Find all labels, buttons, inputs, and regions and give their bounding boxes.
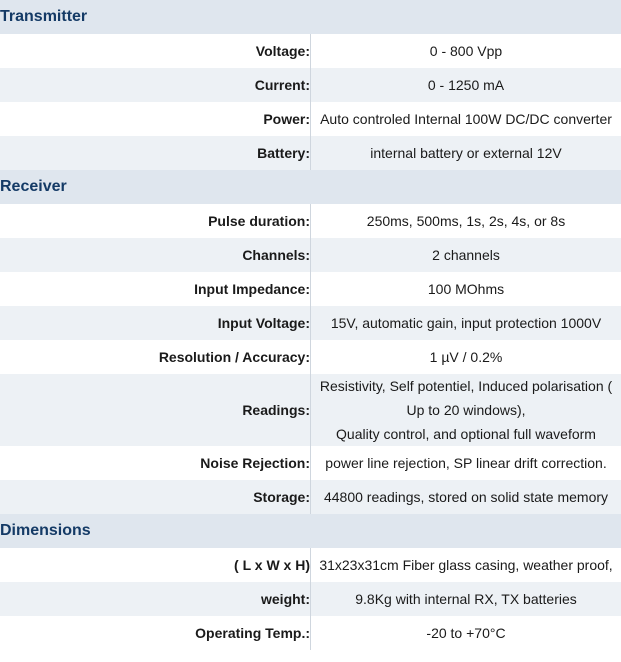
spec-label: Pulse duration: bbox=[0, 204, 311, 238]
section-header-dimensions bbox=[0, 514, 621, 548]
spec-label: Resolution / Accuracy: bbox=[0, 340, 311, 374]
section-header-transmitter bbox=[0, 0, 621, 34]
spec-value: internal battery or external 12V bbox=[311, 136, 621, 170]
spec-row-battery bbox=[0, 136, 621, 170]
section-title: Dimensions bbox=[0, 514, 621, 548]
spec-label: Input Voltage: bbox=[0, 306, 311, 340]
spec-label: ( L x W x H) bbox=[0, 548, 311, 582]
spec-row-storage bbox=[0, 480, 621, 514]
spec-label: Channels: bbox=[0, 238, 311, 272]
spec-row-weight bbox=[0, 582, 621, 616]
spec-label: Current: bbox=[0, 68, 311, 102]
spec-label: Storage: bbox=[0, 480, 311, 514]
spec-row-voltage bbox=[0, 34, 621, 68]
spec-label: Operating Temp.: bbox=[0, 616, 311, 650]
spec-row-size bbox=[0, 548, 621, 582]
spec-row-operating-temp bbox=[0, 616, 621, 650]
spec-value: 31x23x31cm Fiber glass casing, weather proof, bbox=[311, 548, 621, 582]
spec-row-input-impedance bbox=[0, 272, 621, 306]
spec-row-current bbox=[0, 68, 621, 102]
spec-value: power line rejection, SP linear drift correction. bbox=[311, 446, 621, 480]
spec-row-channels bbox=[0, 238, 621, 272]
section-header-receiver bbox=[0, 170, 621, 204]
spec-row-power bbox=[0, 102, 621, 136]
spec-value: 15V, automatic gain, input protection 1000V bbox=[311, 306, 621, 340]
spec-value: -20 to +70°C bbox=[311, 616, 621, 650]
spec-row-noise-rejection bbox=[0, 446, 621, 480]
spec-label: Battery: bbox=[0, 136, 311, 170]
spec-label: Noise Rejection: bbox=[0, 446, 311, 480]
section-title: Transmitter bbox=[0, 0, 621, 34]
spec-row-input-voltage bbox=[0, 306, 621, 340]
spec-label: Power: bbox=[0, 102, 311, 136]
spec-row-pulse-duration bbox=[0, 204, 621, 238]
section-title: Receiver bbox=[0, 170, 621, 204]
spec-value: 0 - 1250 mA bbox=[311, 68, 621, 102]
spec-value: 2 channels bbox=[311, 238, 621, 272]
spec-label: weight: bbox=[0, 582, 311, 616]
spec-value: 250ms, 500ms, 1s, 2s, 4s, or 8s bbox=[311, 204, 621, 238]
spec-label: Voltage: bbox=[0, 34, 311, 68]
spec-label: Readings: bbox=[0, 374, 311, 446]
spec-value: 100 MOhms bbox=[311, 272, 621, 306]
spec-value: 9.8Kg with internal RX, TX batteries bbox=[311, 582, 621, 616]
spec-row-readings bbox=[0, 374, 621, 446]
spec-label: Input Impedance: bbox=[0, 272, 311, 306]
spec-row-resolution-accuracy bbox=[0, 340, 621, 374]
spec-value: Auto controled Internal 100W DC/DC converter bbox=[311, 102, 621, 136]
spec-value: Resistivity, Self potentiel, Induced polarisation ( Up to 20 windows), Quality control, and optional full waveform bbox=[311, 374, 621, 446]
spec-value: 44800 readings, stored on solid state memory bbox=[311, 480, 621, 514]
spec-value: 1 µV / 0.2% bbox=[311, 340, 621, 374]
spec-value: 0 - 800 Vpp bbox=[311, 34, 621, 68]
